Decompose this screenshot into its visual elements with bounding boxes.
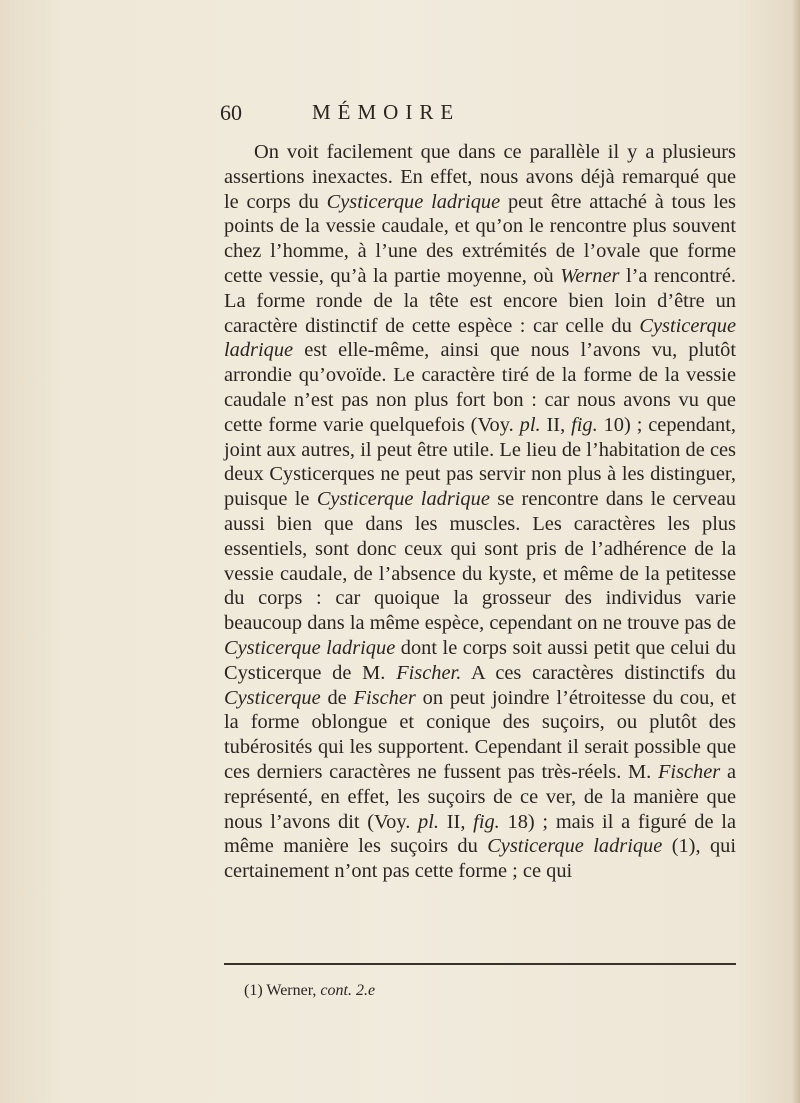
- italic-run: Werner: [560, 264, 620, 287]
- text-run: on peut joindre l’étroitesse du cou, et la forme oblongue et conique des suçoirs, ou plutôt des tubérosités qui les supportent. Cependant il serait possible que ces derniers caractères ne fussent pas très-réels. M.: [224, 686, 736, 783]
- text-run: II,: [439, 810, 474, 833]
- page-edge-shadow: [792, 0, 800, 1103]
- page-header: [220, 100, 740, 128]
- text-run: A ces caractères distinctifs du: [461, 661, 736, 684]
- text-run: se rencontre dans le cerveau aussi bien que dans les muscles. Les caractères les plus essentiels, sont donc ceux qui sont pris de l’adhérence de la vessie caudale, de l’absence du kyste, et même de la petitesse du corps : car quoique la grosseur des individus varie beaucoup dans la même espèce, cependant on ne trouve pas de: [224, 488, 736, 635]
- text-run: a représenté, en effet, les suçoirs de ce ver, de la manière que nous l’avons dit (Voy.: [224, 760, 736, 833]
- text-run: 10) ; cependant, joint aux autres, il peut être utile. Le lieu de l’habitation de ces deux Cysticerques ne peut pas servir non plus à les distinguer, puisque le: [224, 413, 737, 511]
- page-number: 60: [220, 100, 242, 125]
- italic-run: Fischer.: [396, 661, 462, 684]
- text-run: II,: [540, 413, 572, 436]
- text-run: 18) ; mais il a figuré de la même manière les suçoirs du: [224, 810, 737, 858]
- italic-run: Cysticerque ladrique: [487, 835, 663, 858]
- text-run: est elle-même, ainsi que nous l’avons vu, plutôt arrondie qu’ovoïde. Le caractère tiré de la forme de la vessie caudale n’est pas non plus fort bon : car nous avons vu que cette forme varie quelquefois (Voy.: [224, 339, 736, 436]
- footnote-author: Werner,: [266, 982, 317, 999]
- italic-run: Fischer: [657, 760, 721, 783]
- text-run: On voit facilement que dans ce parallèle il y a plusieurs assertions inexactes. En effet, nous avons déjà remarqué que le corps du: [224, 141, 736, 213]
- footnote-marker: (1): [244, 982, 263, 999]
- footnote-reference: cont. 2.e: [320, 982, 376, 999]
- italic-run: fig.: [571, 413, 598, 436]
- italic-run: pl.: [519, 413, 541, 436]
- text-run: de: [320, 686, 354, 709]
- italic-run: Cysticerque ladrique: [224, 636, 396, 659]
- italic-run: Cysticerque ladrique: [316, 488, 490, 511]
- footnote-rule: [224, 963, 736, 965]
- italic-run: Cysticerque ladrique: [326, 190, 501, 213]
- text-run: (1), qui certainement n’ont pas cette forme ; ce qui: [224, 835, 736, 883]
- italic-run: Cysticerque ladrique: [224, 314, 736, 362]
- footnote: [244, 982, 375, 1000]
- text-run: peut être attaché à tous les points de la vessie caudale, et qu’on le rencontre plus souvent chez l’homme, à l’une des extrémités de l’ovale que forme cette vessie, qu’à la partie moyenne, où: [224, 190, 736, 287]
- text-run: l’a rencontré. La forme ronde de la tête est encore bien loin d’être un caractère distinctif de cette espèce : car celle du: [224, 264, 736, 337]
- italic-run: Cysticerque: [224, 686, 321, 709]
- italic-run: Fischer: [353, 686, 416, 709]
- text-run: dont le corps soit aussi petit que celui du Cysticerque de M.: [224, 636, 736, 684]
- running-title: MÉMOIRE: [312, 100, 461, 124]
- body-paragraph: [224, 140, 736, 884]
- italic-run: pl.: [418, 810, 440, 833]
- italic-run: fig.: [473, 810, 500, 833]
